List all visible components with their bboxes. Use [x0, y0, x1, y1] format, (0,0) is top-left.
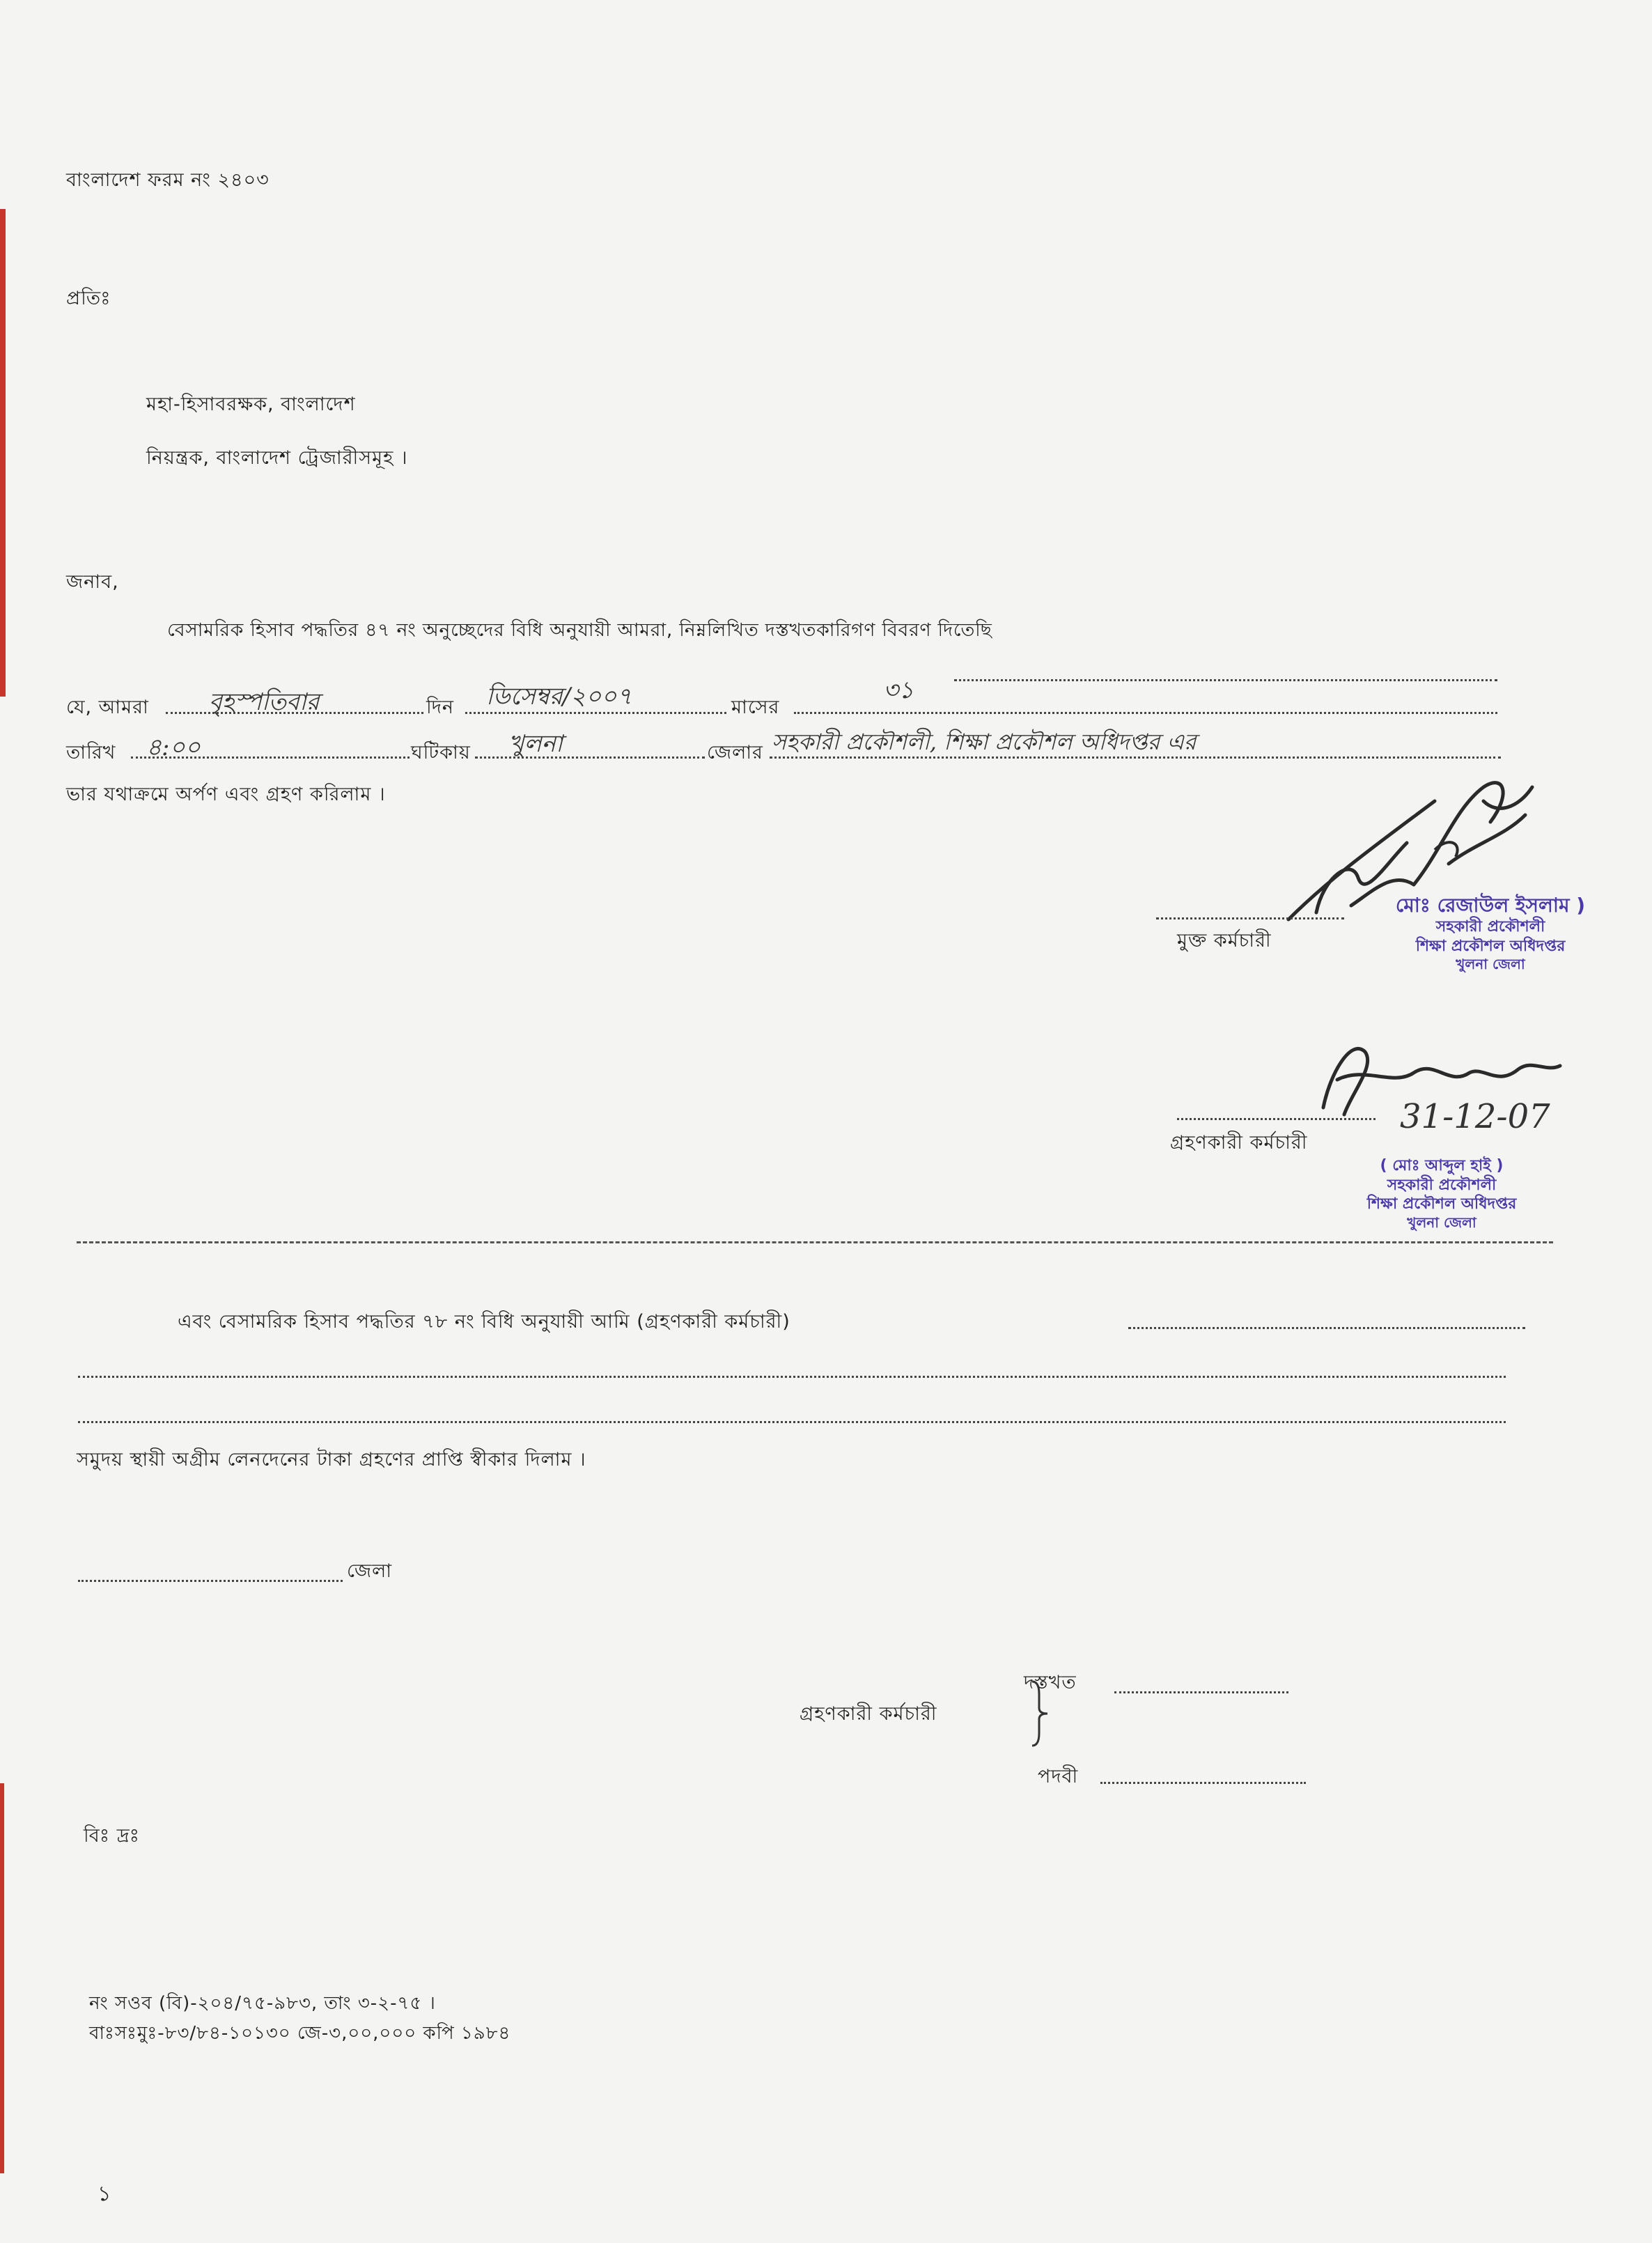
section-divider [77, 1241, 1553, 1243]
left-edge-mark [0, 209, 6, 697]
signature-blank [1114, 1691, 1288, 1693]
handwritten-office: সহকারী প্রকৌশলী, শিক্ষা প্রকৌশল অধিদপ্তর এর [772, 729, 1197, 755]
receiving-stamp-title: সহকারী প্রকৌশলী [1387, 1176, 1497, 1194]
relieved-officer-label: মুক্ত কর্মচারী [1177, 930, 1272, 952]
relieved-stamp-title: সহকারী প্রকৌশলী [1435, 918, 1545, 936]
addressee-1: মহা-হিসাবরক্ষক, বাংলাদেশ [146, 394, 356, 415]
district-blank [78, 1580, 343, 1582]
note-label: বিঃ দ্রঃ [84, 1825, 141, 1847]
footer-line-2: বাঃসঃমুঃ-৮৩/৮৪-১০১৩০ জে-৩,০০,০০০ কপি ১৯৮৪ [89, 2023, 511, 2044]
brace-icon [1029, 1679, 1050, 1748]
relieved-stamp-name: মোঃ রেজাউল ইসলাম ) [1395, 894, 1586, 917]
handwritten-date: ৩১ [883, 676, 914, 704]
body-line-3-district-label: জেলার [707, 742, 763, 763]
district-label: জেলা [347, 1560, 393, 1582]
footer-line-1: নং সওব (বি)-২০৪/৭৫-৯৮৩, তাং ৩-২-৭৫ । [89, 1993, 436, 2014]
relieved-officer-stamp [1344, 893, 1637, 973]
signature-label: দস্তখত [1024, 1672, 1077, 1693]
ack-line-2: সমুদয় স্থায়ী অগ্রীম লেনদেনের টাকা গ্রহণের প্রাপ্তি স্বীকার দিলাম । [77, 1449, 586, 1470]
body-line-3-date-label: তারিখ [66, 742, 116, 763]
body-line-2-month-label: মাসের [731, 697, 780, 718]
handwritten-time: ৪:০০ [146, 734, 201, 761]
receiving-officer-label: গ্রহণকারী কর্মচারী [1170, 1132, 1308, 1154]
relieved-officer-line [1156, 917, 1344, 919]
receiving-stamp-district: খুলনা জেলা [1407, 1213, 1476, 1231]
salutation: জনাব, [66, 571, 119, 593]
body-line-4: ভার যথাক্রমে অর্পণ এবং গ্রহণ করিলাম । [66, 784, 386, 805]
designation-label: পদবী [1038, 1766, 1079, 1787]
handwritten-receiver-date: 31-12-07 [1400, 1097, 1550, 1136]
receiving-officer-line [1177, 1118, 1376, 1120]
body-line-3-time-label: ঘটিকায় [411, 742, 471, 763]
to-label: প্রতিঃ [66, 288, 111, 309]
body-line-2-day-label: দিন [426, 697, 455, 718]
receiving-officer-stamp [1309, 1156, 1574, 1232]
form-header: বাংলাদেশ ফরম নং ২৪০৩ [66, 169, 270, 191]
handwritten-day: বৃহস্পতিবার [209, 688, 320, 716]
body-line-2-we: যে, আমরা [66, 697, 149, 718]
date-field [794, 712, 1497, 714]
body-line-2-lead-dots [954, 679, 1497, 681]
left-edge-mark-lower [0, 1783, 4, 2173]
designation-blank [1100, 1782, 1306, 1784]
ack-fill-line-1 [78, 1376, 1506, 1378]
ack-fill-line-2 [78, 1421, 1506, 1423]
body-line-1: বেসামরিক হিসাব পদ্ধতির ৪৭ নং অনুচ্ছেদের বিধি অনুযায়ী আমরা, নিম্নলিখিত দস্তখতকারিগণ বিবরণ দিতেছি [167, 619, 992, 641]
receiving-stamp-name: ( মোঃ আব্দুল হাই ) [1380, 1157, 1504, 1174]
ack-line-1: এবং বেসামরিক হিসাব পদ্ধতির ৭৮ নং বিধি অনুযায়ী আমি (গ্রহণকারী কর্মচারী) [178, 1311, 790, 1333]
relieved-stamp-district: খুলনা জেলা [1456, 956, 1525, 972]
receiving-officer-label-2: গ্রহণকারী কর্মচারী [800, 1703, 937, 1725]
relieved-stamp-dept: শিক্ষা প্রকৌশল অধিদপ্তর [1415, 937, 1566, 955]
page-number: ১ [98, 2182, 112, 2206]
addressee-2: নিয়ন্ত্রক, বাংলাদেশ ট্রেজারীসমূহ । [146, 447, 408, 469]
ack-line-1-dots [1128, 1327, 1525, 1329]
receiving-stamp-dept: শিক্ষা প্রকৌশল অধিদপ্তর [1366, 1195, 1517, 1213]
handwritten-month: ডিসেম্বর/২০০৭ [486, 683, 632, 711]
handwritten-district: খুলনা [508, 730, 563, 758]
